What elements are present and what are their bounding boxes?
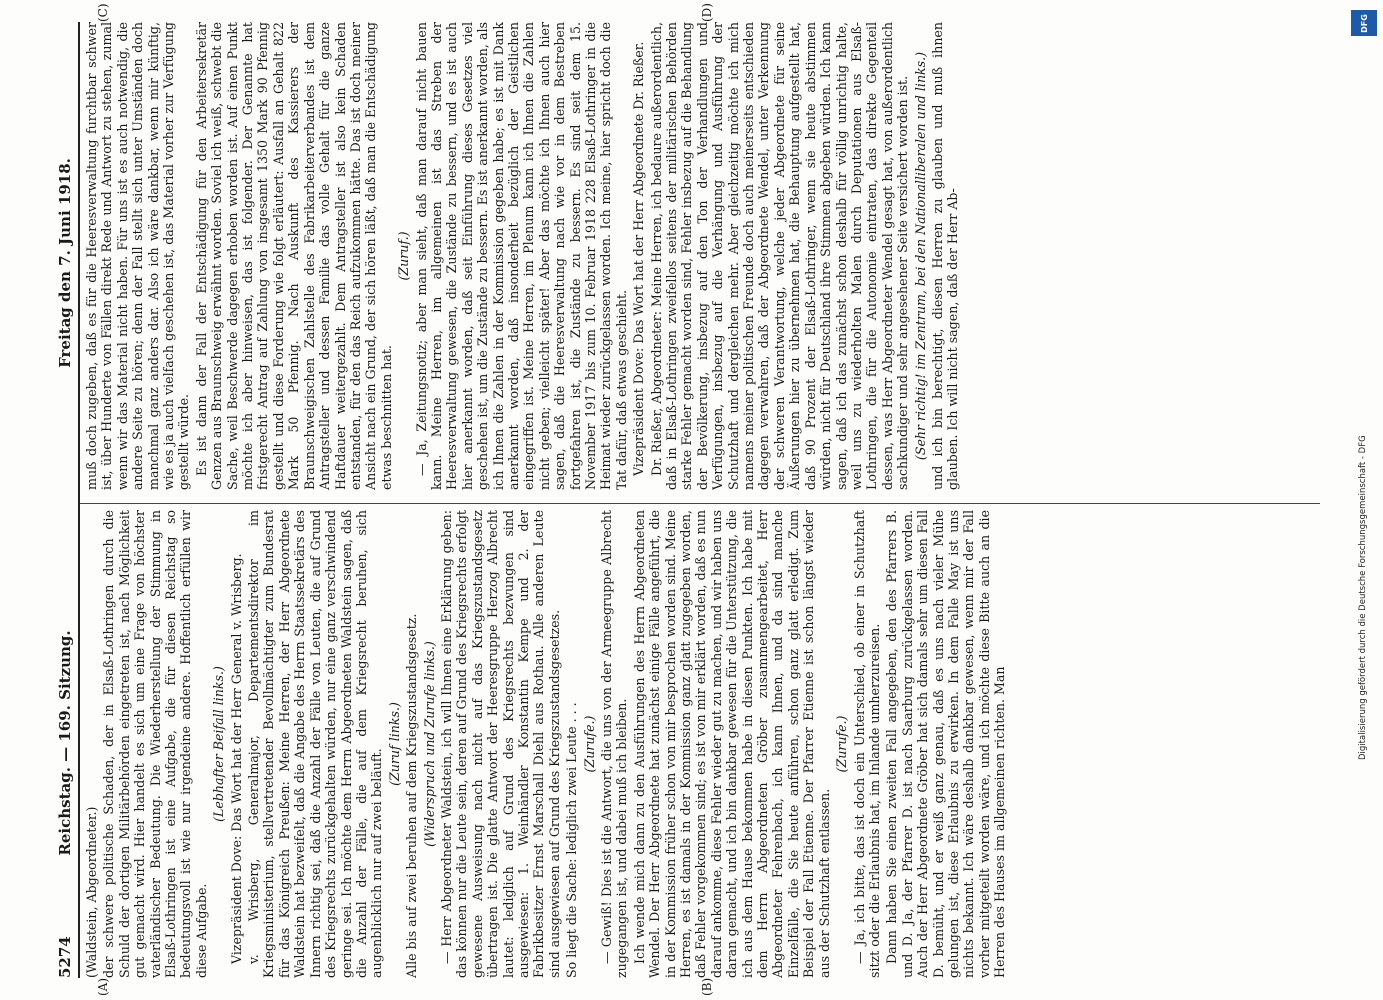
paragraph: (Waldstein, Abgeordneter.) — [84, 806, 99, 978]
paragraph: — Gewiß! Dies ist die Antwort, die uns von der Armeegruppe Albrecht zugegangen ist, und dabei muß ich bleiben. — [599, 510, 630, 978]
paragraph: So liegt die Sache: lediglich zwei Leute . . . — [564, 702, 580, 978]
left-column — [84, 510, 1320, 978]
interjection: (Lebhafter Beifall links.) — [211, 666, 227, 822]
paragraph: Vizepräsident Dove: Das Wort hat der Herr General v. Wrisberg. — [228, 553, 244, 964]
interjection: (Sehr richtig! im Zentrum, bei den Nationalliberalen und links.) — [912, 51, 928, 461]
paragraph: — Herr Abgeordneter Waldstein, ich will Ihnen eine Erklärung geben: das können nur die Leute sein, deren auf Grund des Kriegsrechts erfolgt gewesene Ausweisung nach nicht auf das Kriegszustandsgesetz übertragen ist. Die glatte Antwort der Heeresgruppe Herzog Albrecht lautet: lediglich auf Grund des Kriegsrechts bezwungen sind ausgewiesen: 1. Weinhändler Konstantin Kempe und 2. der Fabrikbesitzer Ernst Marschall Diehl aus Rothau. Alle anderen Leute sind ausgewiesen auf Grund des Kriegszustandsgesetzes. — [438, 510, 562, 978]
paragraph: Ich wende mich dann zu den Ausführungen des Herrn Abgeordneten Wendel. Der Herr Abgeordnete hat zunächst einige Fälle angeführt, die in der Kommission früher schon von mir besprochen worden sind. Meine Herren, es ist damals in der Kommission ganz glatt zugegeben worden, daß Fehler vorgekommen sind; es ist von mir erklärt worden, daß es nun darauf ankomme, diese Fehler wieder gut zu machen, und wir haben uns daran gemacht, und ich bin dankbar gewesen für die Unterstützung, die ich aus dem Hause bekommen habe in diesen Punkten. Ich habe mit dem Herrn Abgeordneten Gröber zusammengearbeitet, Herr Abgeordneter Fehrenbach, ich kann Ihnen, und da sind manche Einzelfälle, die Sie heute anführen, schon ganz glatt erledigt. Zum Beispiel der Fall Etienne. Der Pfarrer Etienne ist schon längst wieder aus der Schutzhaft entlassen. — [631, 510, 832, 978]
left-running-title: Reichstag. — 169. Sitzung. — [56, 630, 74, 856]
interjection: (Zurufe.) — [581, 715, 597, 773]
dfg-logo: DFG — [1351, 10, 1377, 36]
right-running-title: Freitag den 7. Juni 1918. — [56, 158, 74, 368]
interjection: (Zuruf links.) — [386, 702, 402, 786]
interjection: (Zurufe.) — [834, 715, 850, 773]
paragraph: der schwere politische Schaden, der in Elsaß-Lothringen durch die Schuld der dortigen Militärbehörden eingetreten ist, nach Möglichkeit gut gemacht wird. Hier handelt es sich um eine Frage von höchster vaterländischer Bedeutung. Die Wiederherstellung der Stimmung in Elsaß-Lothringen ist eine Aufgabe, die für diesen Reichstag so bedeutungsvoll ist wie nur irgendeine andere. Hoffentlich erfüllen wir diese Aufgabe. — [101, 510, 209, 978]
interjection: (Widerspruch und Zurufe links.) — [421, 641, 437, 847]
paragraph: Es ist dann der Fall der Entschädigung für den Arbeitersekretär Genzen aus Braunschweig erwähnt worden. Soviel ich weiß, schwebt die Sache, weil Beschwerde dagegen erhoben worden ist. Auf einen Punkt möchte ich aber hinweisen, das ist folgender. Der Genannte hat fristgerecht Antrag auf Zahlung von insgesamt 1350 Mark 90 Pfennig gestellt und diese Forderung wie folgt erläutert: Ausfall an Gehalt 822 Mark 50 Pfennig. Nach Auskunft des Kassierers der Braunschweigischen Zahlstelle des Fabrikarbeiterverbandes ist dem Antragsteller und dessen Familie das volle Gehalt für die ganze Haftdauer weitergezahlt. Dem Antragsteller ist also kein Schaden entstanden, für den das Reich aufzukommen hätte. Das ist doch meiner Ansicht nach ein Grund, der sich hören läßt, daß man die Entschädigung etwas beschnitten hat. — [193, 22, 394, 490]
paragraph: — Ja, ich bitte, das ist doch ein Unterschied, ob einer in Schutzhaft sitzt oder die Erlaubnis hat, im Inlande umherzureisen. — [851, 510, 882, 978]
paragraph: — Ja, Zeitungsnotiz; aber man sieht, daß man darauf nicht bauen kann. Meine Herren, im allgemeinen ist das Streben der Heeresverwaltung gewesen, die Zustände zu bessern, und es ist auch hier anerkannt worden, daß seit Einführung dieses Gesetzes viel geschehen ist, um die Zustände zu bessern. Es ist anerkannt worden, als ich Ihnen die Zahlen in der Kommission gegeben habe; es ist mit Dank anerkannt worden, daß insonderheit bezüglich der Geistlichen eingegriffen ist. Meine Herren, im Plenum kann ich Ihnen die Zahlen nicht geben; vielleicht später! Aber das möchte ich Ihnen auch hier sagen, daß die Heeresverwaltung nach wie vor in dem Bestreben fortgefahren ist, die Zustände zu bessern. Es sind seit dem 15. November 1917 bis zum 10. Februar 1918 228 Elsaß-Lothringer in die Heimat wieder zurückgelassen worden. Ich meine, hier spricht doch die Tat dafür, daß etwas geschieht. — [413, 22, 629, 490]
right-column — [84, 22, 1320, 490]
paragraph: Dann haben Sie einen zweiten Fall angegeben, den des Pfarrers B. und D. Ja, der Pfarrer D. ist nach Saarburg zurückgelassen worden. Auch der Herr Abgeordnete Gröber hat sich damals sehr um diesen Fall D. bemüht, und er weiß ganz genau, daß es uns nach vieler Mühe gelungen ist, diese Erlaubnis zu erwirken. In dem Falle May ist uns nichts bekannt. Ich wäre deshalb dankbar gewesen, wenn mir der Fall vorher mitgeteilt worden wäre, und ich möchte diese Bitte auch an die Herren des Hauses im allgemeinen richten. Man — [884, 510, 1008, 978]
margin-mark-c: (C) — [96, 3, 110, 22]
paragraph: Vizepräsident Dove: Das Wort hat der Herr Abgeordnete Dr. Rießer. — [631, 41, 647, 476]
margin-mark-b: (B) — [700, 977, 714, 996]
paragraph: Dr. Rießer, Abgeordneter: Meine Herren, ich bedaure außerordentlich, daß in Elsaß-Lothringen zweifellos seitens der militärischen Behörden starke Fehler gemacht worden sind, Fehler insbezug auf die Behandlung der Bevölkerung, insbezug auf den Ton der Verhandlungen und Verfügungen, insbezug auf die Verhängung und Ausführung der Schutzhaft und dergleichen mehr. Aber gleichzeitig möchte ich mich namens meiner politischen Freunde doch auch meinerseits entschieden dagegen verwahren, daß der Abgeordnete Wendel, unter Verkennung der schweren Verantwortung, welche jeder Abgeordnete für seine Äußerungen hier zu übernehmen hat, die Behauptung aufgestellt hat, daß 90 Prozent der Elsaß-Lothringer, wenn sie heute abstimmen würden, nicht für Deutschland ihre Stimmen abgeben würden. Ich kann sagen, daß ich das zunächst schon deshalb für völlig unrichtig halte, weil uns zu wiederholten Malen durch Deputationen aus Elsaß-Lothringen, die für die Autonomie eintraten, das direkte Gegenteil dessen, was Herr Abgeordneter Wendel gesagt hat, von außerordentlich sachkundiger und sehr angesehener Seite versichert worden ist. — [648, 22, 911, 490]
funding-note-text: Digitalisierung gefördert durch die Deutsche Forschungsgemeinschaft - DFG — [1358, 435, 1368, 760]
column-divider — [80, 503, 1320, 504]
paragraph: Alle bis auf zwei beruhen auf dem Kriegszustandsgesetz. — [404, 613, 420, 978]
paragraph: und ich bin berechtigt, diesen Herren zu glauben und muß ihnen glauben. Ich will nicht sagen, daß der Herr Ab- — [929, 22, 961, 490]
margin-mark-d: (D) — [700, 3, 714, 22]
running-head — [52, 22, 80, 978]
paragraph: muß doch zugeben, daß es für die Heeresverwaltung furchtbar schwer ist, über Hunderte von Fällen direkt Rede und Antwort zu stehen, zumal wenn wir das Material nicht haben. Für uns ist es auch notwendig, die andere Seite zu hören; denn der Fall stellt sich unter Umständen doch manchmal ganz anders dar. Also ich wäre dankbar, wenn mir künftig, wie es ja auch vielfach geschehen ist, das Material vorher zur Verfügung gestellt würde. — [84, 22, 192, 490]
header-rule — [78, 22, 80, 978]
page-number: 5274 — [56, 936, 74, 978]
margin-mark-a: (A) — [96, 977, 110, 996]
interjection: (Zuruf.) — [396, 231, 412, 281]
paragraph: v. Wrisberg, Generalmajor, Departementsdirektor im Kriegsministerium, stellvertretender Bevollmächtigter zum Bundesrat für das Königreich Preußen: Meine Herren, der Herr Abgeordnete Waldstein hat bezweifelt, daß die Angabe des Herrn Staatssekretärs des Innern richtig sei, daß die Anzahl der Fälle von Leuten, die auf Grund des Kriegsrechts zurückgehalten würden, nur eine ganz verschwindend geringe sei. Ich möchte dem Herrn Abgeordneten Waldstein sagen, daß die Anzahl der Fälle, die auf dem Kriegsrecht beruhen, sich augenblicklich nur auf zwei beläuft. — [246, 510, 385, 978]
